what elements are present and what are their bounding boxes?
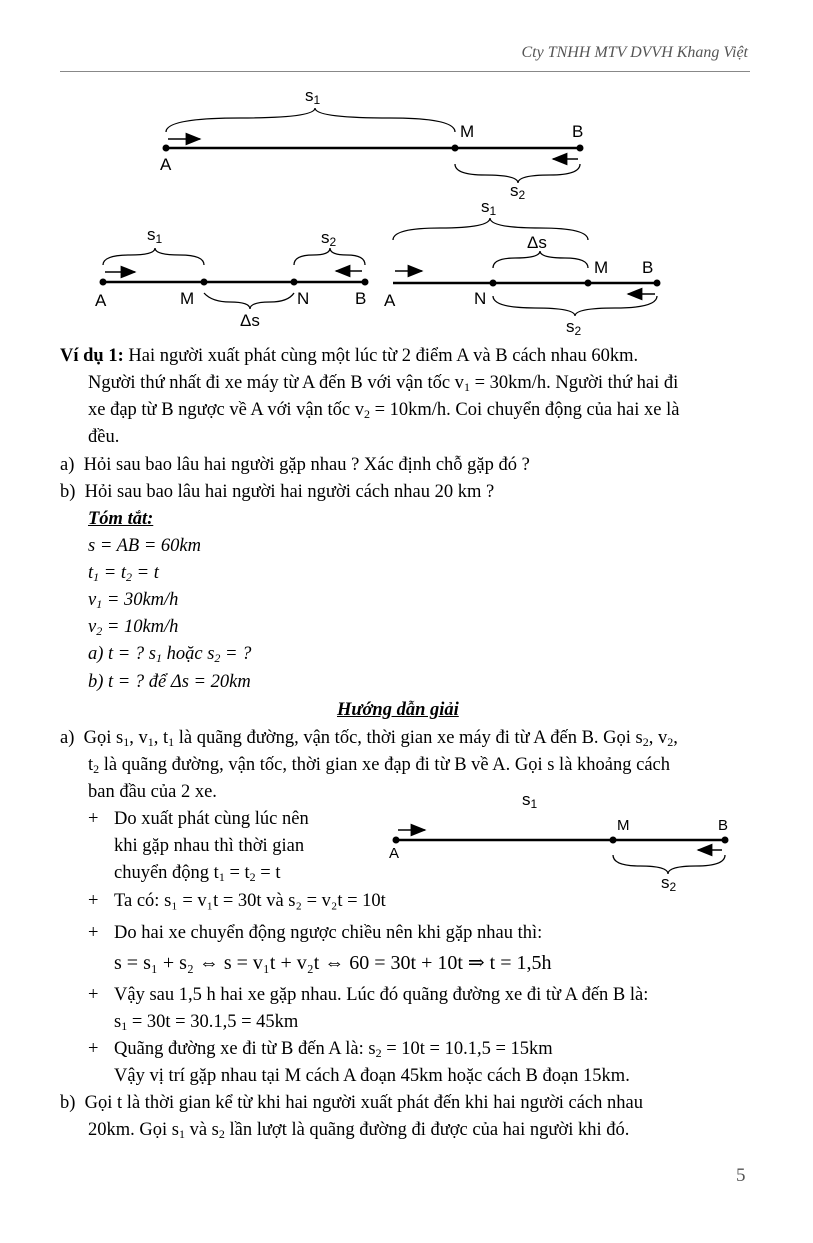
equation-main: s = s₁ + s₂ ⇔ s = v₁t + v₂t ⇔ 60 = 30t + 10t ⇒ t = 1,5h xyxy=(114,952,552,974)
point-A xyxy=(163,145,169,151)
solution-b-line-2: 20km. Gọi $s_1$ và $s_2$ lần lượt là quãng đường đi được của hai người khi đó. xyxy=(88,1120,630,1141)
summary-line-5: a) t = ? $s_1$ hoặc $s_2$ = ? xyxy=(88,644,252,665)
page-number: 5 xyxy=(736,1165,746,1186)
brace-s1-left xyxy=(103,248,204,265)
label-A-2: A xyxy=(95,291,107,310)
label-s1-2: $s_1$ xyxy=(147,225,163,246)
bullet-1-line-1: Do xuất phát cùng lúc nên xyxy=(114,809,309,829)
summary-line-3: $v_1 = 30km/h$ xyxy=(88,590,179,611)
label-M-3: M xyxy=(594,258,609,277)
label-B-2: B xyxy=(355,289,367,308)
label-M: M xyxy=(460,122,475,141)
label-s1-4: $s_1$ xyxy=(522,790,538,811)
bullet-5-conclusion: Vậy vị trí gặp nhau tại M cách A đoạn 45km hoặc cách B đoạn 15km. xyxy=(114,1066,630,1086)
label-s1-3: $s_1$ xyxy=(481,197,497,218)
brace-delta-s-left xyxy=(204,293,294,309)
bullet-3: Do hai xe chuyển động ngược chiều nên khi gặp nhau thì: xyxy=(114,923,543,943)
label-M-4: M xyxy=(617,817,630,834)
point-M xyxy=(452,145,458,151)
label-A: A xyxy=(160,155,172,174)
solution-a-line-3: ban đầu của 2 xe. xyxy=(88,782,217,802)
brace-s1-right xyxy=(393,218,588,240)
question-b: b) Hỏi sau bao lâu hai người hai người cách nhau 20 km ? xyxy=(60,482,495,502)
example-line-1: Ví dụ 1: Hai người xuất phát cùng một lúc từ 2 điểm A và B cách nhau 60km. xyxy=(60,346,639,366)
label-s2-4: $s_2$ xyxy=(661,873,677,894)
label-B: B xyxy=(572,122,584,141)
label-N-2: N xyxy=(297,289,310,308)
brace-delta-s-right xyxy=(493,251,588,268)
bullet-4-plus: + xyxy=(88,985,99,1005)
bullet-4: Vậy sau 1,5 h hai xe gặp nhau. Lúc đó quãng đường xe đi từ A đến B là: xyxy=(114,985,649,1005)
example-line-3: xe đạp từ B ngược về A với vận tốc $v_2 = 10km/h$. Coi chuyển động của hai xe là xyxy=(88,400,680,421)
summary-line-4: $v_2 = 10km/h$ xyxy=(88,617,179,638)
label-A-3: A xyxy=(384,291,396,310)
brace-s2-left xyxy=(294,248,365,265)
point-B xyxy=(577,145,583,151)
label-s2-3: $s_2$ xyxy=(566,317,582,338)
running-header: Cty TNHH MTV DVVH Khang Việt xyxy=(521,44,748,61)
summary-title: Tóm tắt: xyxy=(88,509,154,529)
bullet-5-plus: + xyxy=(88,1039,99,1059)
summary-line-2: $t_1 = t_2 = t$ xyxy=(88,563,159,584)
bullet-1-line-3: chuyển động $t_1 = t_2 = t$ xyxy=(114,863,281,884)
summary-line-1: s = AB = 60km xyxy=(88,536,202,556)
label-s2-2: $s_2$ xyxy=(321,228,337,249)
label-s1: $s_1$ xyxy=(305,86,321,107)
solution-a-line-2: $t_2$ là quãng đường, vận tốc, thời gian xe đạp đi từ B về A. Gọi s là khoảng cách xyxy=(88,755,671,776)
label-delta-s-3: Δs xyxy=(527,233,547,252)
label-s2: $s_2$ xyxy=(510,181,526,202)
solution-b-line-1: b) Gọi t là thời gian kể từ khi hai người xuất phát đến khi hai người cách nhau xyxy=(60,1093,643,1113)
bullet-1-line-2: khi gặp nhau thì thời gian xyxy=(114,836,305,856)
bullet-2: Ta có: s₁ = v₁t = 30t và s₂ = v₂t = 10t xyxy=(114,891,386,911)
brace-s1-top xyxy=(166,108,455,132)
solution-a-line-1: a) Gọi $s_1$, $v_1$, $t_1$ là quãng đường, vận tốc, thời gian xe máy đi từ A đến B. Gọi $s_2$, $v_2$, xyxy=(60,728,678,749)
label-B-4: B xyxy=(718,817,729,834)
label-A-4: A xyxy=(389,845,400,862)
label-N-3: N xyxy=(474,289,487,308)
label-delta-s-2: Δs xyxy=(240,311,260,330)
example-line-4: đều. xyxy=(88,427,120,447)
bullet-1-plus: + xyxy=(88,809,99,829)
bullet-5: Quãng đường xe đi từ B đến A là: $s_2 = 10t = 10.1,5 = 15km$ xyxy=(114,1039,553,1060)
question-a: a) Hỏi sau bao lâu hai người gặp nhau ? Xác định chỗ gặp đó ? xyxy=(60,455,530,475)
brace-s2-right xyxy=(493,296,657,316)
motion-diagrams xyxy=(0,0,813,345)
summary-line-6: b) t = ? để Δs = 20km xyxy=(88,672,251,692)
bullet-2-plus: + xyxy=(88,891,99,911)
label-B-3: B xyxy=(642,258,654,277)
label-M-2: M xyxy=(180,289,195,308)
bullet-4-eq: $s_1 = 30t = 30.1,5 = 45km$ xyxy=(114,1012,299,1033)
example-line-2: Người thứ nhất đi xe máy từ A đến B với vận tốc $v_1 = 30km/h$. Người thứ hai đi xyxy=(88,373,679,394)
brace-s2-small xyxy=(613,855,725,874)
solution-title: Hướng dẫn giải xyxy=(337,700,459,720)
bullet-3-plus: + xyxy=(88,923,99,943)
